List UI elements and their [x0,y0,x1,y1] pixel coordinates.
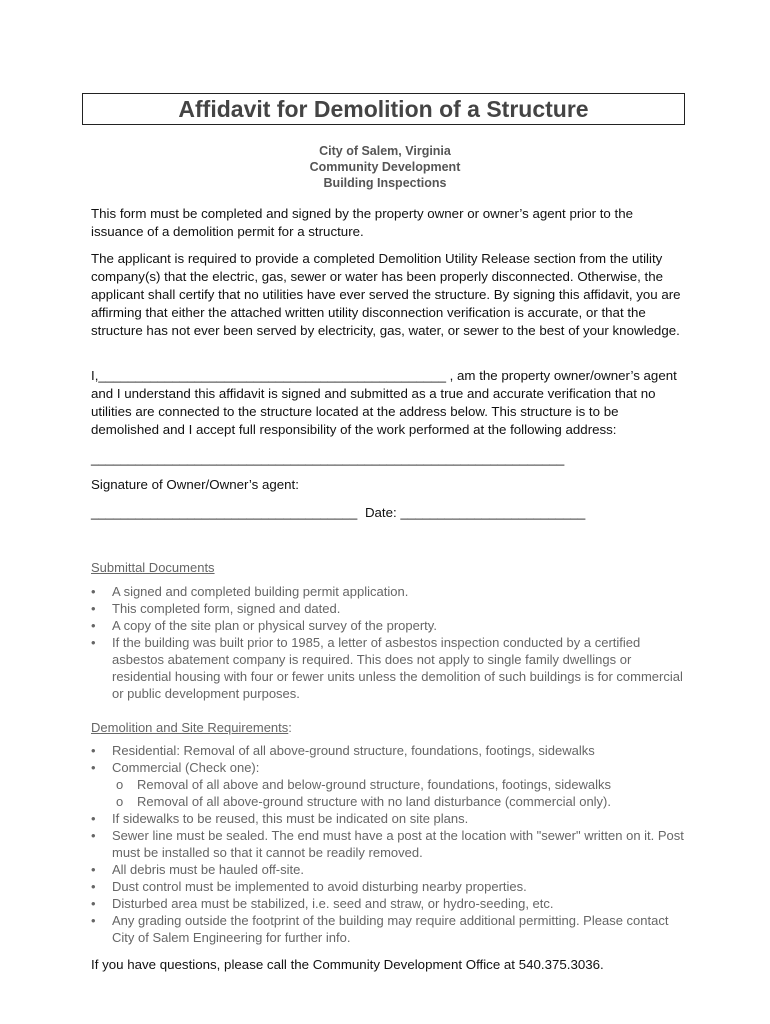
org-dept: Community Development [309,160,461,174]
bullet-icon: • [91,618,96,633]
commercial-options [91,776,691,810]
list-item-text: A signed and completed building permit application. [112,584,409,599]
list-item-text: Residential: Removal of all above-ground structure, foundations, footings, sidewalks [112,743,595,758]
list-item [91,634,691,702]
bullet-icon: • [91,879,96,894]
page-title: Affidavit for Demolition of a Structure [178,96,589,122]
list-item [91,776,691,793]
list-item-text: Dust control must be implemented to avoid disturbing nearby properties. [112,879,527,894]
list-item [91,912,691,946]
bullet-icon: • [91,913,96,928]
bullet-icon: • [91,743,96,758]
demolition-heading-row [91,720,292,735]
bullet-icon: • [91,601,96,616]
declaration-paragraph: I,_______________________________________________ , am the property owner/owner’s agent and I understand this affidavit is signed and submitted as a true and accurate verification that no utilities are connected to the structure located at the address below. This structure is to be demolished and I accept full responsibility of the work performed at the following address: [91,368,677,437]
list-item-text: Any grading outside the footprint of the building may require additional permitting. Please contact City of Salem Engineering for further info. [112,913,669,945]
list-item-text: A copy of the site plan or physical survey of the property. [112,618,437,633]
submittal-heading: Submittal Documents [91,560,215,575]
date-field[interactable]: _________________________ [400,505,586,520]
address-field[interactable]: ________________________________________________________________ [91,451,565,466]
bullet-icon: • [91,828,96,843]
demolition-items-list [91,810,691,946]
footer-contact: If you have questions, please call the Community Development Office at 540.375.3036. [91,957,604,972]
list-item [91,742,691,759]
signature-field[interactable]: ____________________________________ [91,505,358,520]
org-city: City of Salem, Virginia [319,144,451,158]
demolition-more [91,810,691,946]
list-item-text: If sidewalks to be reused, this must be indicated on site plans. [112,811,469,826]
submittal-list [91,583,691,702]
list-item [91,878,691,895]
list-item-text: Disturbed area must be stabilized, i.e. seed and straw, or hydro-seeding, etc. [112,896,554,911]
bullet-icon: • [91,584,96,599]
demolition-heading-suffix: : [288,720,292,735]
bullet-icon: • [91,862,96,877]
bullet-icon: o [116,777,124,792]
list-item-text: All debris must be hauled off-site. [112,862,304,877]
intro-paragraph: This form must be completed and signed by the property owner or owner’s agent prior to the issuance of a demolition permit for a structure. [91,206,634,239]
bullet-icon: • [91,760,96,775]
signature-label: Signature of Owner/Owner’s agent: [91,477,299,492]
demolition-list [91,742,691,946]
list-item-text: Commercial (Check one): [112,760,260,775]
list-item-text: This completed form, signed and dated. [112,601,341,616]
list-item-text: Sewer line must be sealed. The end must have a post at the location with "sewer" written on it. Post must be installed so that it cannot be readily removed. [112,828,684,860]
list-item [91,759,691,776]
bullet-icon: o [116,794,124,809]
list-item-text: If the building was built prior to 1985, a letter of asbestos inspection conducted by a certified asbestos abatement company is required. This does not apply to single family dwellings or residential housing with four or fewer units unless the demolition of such buildings is for commercial or public development purposes. [112,635,683,701]
bullet-icon: • [91,896,96,911]
list-item [91,861,691,878]
list-item-text: Removal of all above and below-ground structure, foundations, footings, sidewalks [137,777,612,792]
signature-date-row [91,504,681,522]
requirement-paragraph: The applicant is required to provide a completed Demolition Utility Release section from the utility company(s) that the electric, gas, sewer or water has been properly disconnected. Otherwise, the applicant shall certify that no utilities have ever served the structure. By signing this affidavit, you are affirming that either the attached written utility disconnection verification is accurate, or that the structure has not ever been served by electricity, gas, water, or sewer to the best of your knowledge. [91,251,681,338]
commercial-options-list [91,776,691,810]
bullet-icon: • [91,635,96,650]
list-item [91,793,691,810]
date-label: Date: [364,505,397,520]
org-division: Building Inspections [323,176,447,190]
list-item-text: Removal of all above-ground structure with no land disturbance (commercial only). [137,794,611,809]
list-item [91,600,691,617]
list-item [91,895,691,912]
list-item [91,810,691,827]
title-box [82,93,685,125]
demolition-heading: Demolition and Site Requirements [91,720,289,735]
list-item [91,617,691,634]
bullet-icon: • [91,811,96,826]
list-item [91,583,691,600]
list-item [91,827,691,861]
